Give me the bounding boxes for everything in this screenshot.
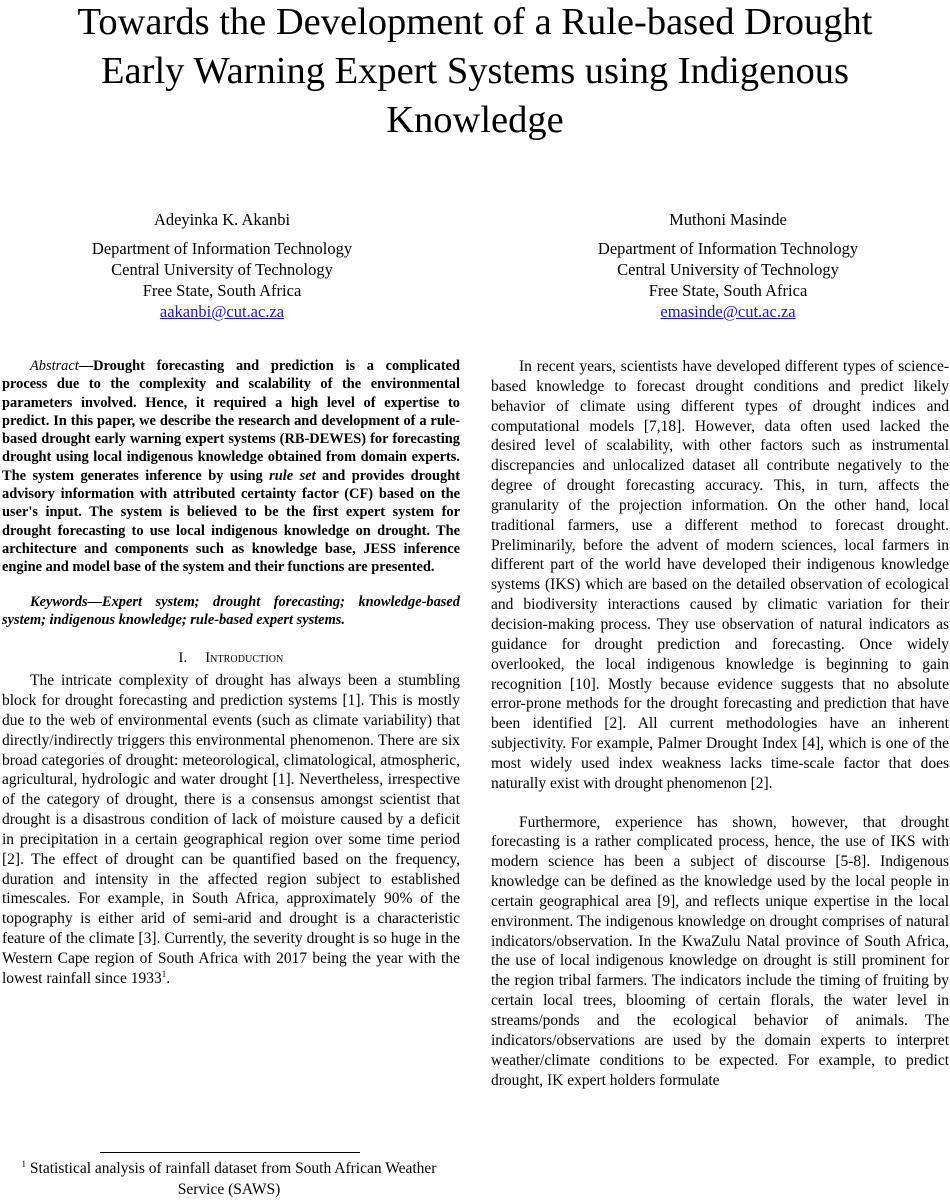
author-email-link[interactable]: emasinde@cut.ac.za — [660, 302, 796, 321]
paper-title — [0, 0, 950, 145]
abstract-label: Abstract — [30, 358, 79, 374]
author-name: Adeyinka K. Akanbi — [153, 210, 291, 229]
section-title: Introduction — [205, 650, 284, 667]
section-heading-introduction — [2, 649, 460, 667]
author-department: Department of Information Technology — [597, 239, 859, 258]
author-name: Muthoni Masinde — [669, 210, 787, 229]
footnote-divider — [100, 1152, 360, 1153]
abstract-italic-term: rule set — [269, 467, 316, 484]
title-line-3: Knowledge — [386, 99, 564, 141]
footnote — [0, 1158, 458, 1200]
author-location: Free State, South Africa — [648, 281, 808, 300]
author-email-link[interactable]: aakanbi@cut.ac.za — [159, 302, 285, 321]
keywords — [2, 593, 460, 630]
author-university: Central University of Technology — [617, 260, 839, 279]
author-block-1 — [22, 209, 422, 322]
author-department: Department of Information Technology — [91, 239, 353, 258]
author-block-2 — [528, 209, 928, 322]
footnote-text: Statistical analysis of rainfall dataset from South African Weather Service (SAWS) — [29, 1160, 437, 1198]
body-paragraph-1: In recent years, scientists have developed different types of science-based knowledge to forecast drought conditions and predict likely behavior of climate using different types of drought indices and computational models [7,18]. However, data often used lacked the desired level of scalability, with other factors such as instrumental discrepancies and unlocalized dataset all contribute negatively to the degree of drought forecasting accuracy. This, in turn, affects the granularity of the projection information. On the other hand, local traditional farmers, use a different method to forecast drought. Preliminarily, before the advent of modern sciences, local farmers in different part of the world have developed their indigenous knowledge systems (IKS) which are based on the detailed observation of ecological and biodiversity interactions caused by climatic variation for their decision-making process. They use observation of natural indicators as guidance for drought prediction and forecasting. Once widely overlooked, the local indigenous knowledge is beginning to gain recognition [10]. Mostly because evidence suggests that no absolute error-prone methods for the drought forecasting and prediction that have been identified [2]. All current methodologies have an inherent subjectivity. For example, Palmer Drought Index [4], which is one of the most widely used index weakness lacks time-scale factor that does naturally exist with drought phenomenon [2]. — [491, 358, 949, 792]
title-line-1: Towards the Development of a Rule-based Drought — [77, 1, 873, 43]
abstract — [2, 357, 460, 577]
footnote-number: 1 — [21, 1158, 27, 1169]
title-line-2: Early Warning Expert Systems using Indigenous — [101, 50, 849, 92]
body-paragraph-2: Furthermore, experience has shown, however, that drought forecasting is a rather complicated process, hence, the use of IKS with modern science has been a subject of discourse [5-8]. Indigenous knowledge can be defined as the knowledge used by the local people in certain geographical area [9], and reflects unique expertise in the local environment. The indigenous knowledge on drought comprises of natural indicators/observation. In the KwaZulu Natal province of South Africa, the use of local indigenous knowledge on drought is still prominent for the region tribal farmers. The indicators include the timing of fruiting by certain local trees, blooming of certain florals, the water level in streams/ponds and the ecological behavior of animals. The indicators/observations are used by the domain experts to interpret weather/climate conditions to be expected. For example, to predict drought, IK expert holders formulate — [491, 813, 949, 1089]
keywords-text: Expert system; drought forecasting; knowledge-based system; indigenous knowledge; rule-based expert systems. — [2, 593, 460, 628]
section-number: I. — [178, 650, 188, 667]
abstract-text-part1: Drought forecasting and prediction is a complicated process due to the complexity and scalability of the environmental parameters involved. Hence, it required a high level of expertise to predict. In this paper, we describe the research and development of a rule-based drought early warning expert systems (RB-DEWES) for forecasting drought using local indigenous knowledge obtained from domain experts. The system generates inference by using — [2, 358, 460, 484]
footnote-marker: 1 — [161, 968, 167, 979]
keywords-label: Keywords— — [30, 593, 102, 610]
author-university: Central University of Technology — [111, 260, 333, 279]
right-column — [491, 357, 949, 1090]
abstract-text-part2: and provides drought advisory information with attributed certainty factor (CF) based on the user's input. The system is believed to be the first expert system for drought forecasting to use local indigenous knowledge on drought. The architecture and components such as knowledge base, JESS inference engine and model base of the system and their functions are presented. — [2, 467, 460, 576]
author-location: Free State, South Africa — [142, 281, 302, 300]
intro-paragraph-1: The intricate complexity of drought has always been a stumbling block for drought forecasting and prediction systems [1]. This is mostly due to the web of environmental events (such as climate variability) that directly/indirectly triggers this environmental phenomenon. There are six broad categories of drought: meteorological, climatological, atmospheric, agricultural, hydrologic and water drought [1]. Nevertheless, irrespective of the category of drought, there is a consensus amongst scientist that drought is a disastrous condition of lack of moisture caused by a deficit in precipitation in a certain geographical region over some time period [2]. The effect of drought can be quantified based on the frequency, duration and intensity in the affected region subject to established timescales. For example, in South Africa, approximately 90% of the topography is either arid of semi-arid and drought is a characteristic feature of the climate [3]. Currently, the severity drought is so huge in the Western Cape region of South Africa with 2017 being the year with the lowest rainfall since 1933$^1$. — [2, 672, 460, 987]
abstract-dash: — — [78, 358, 94, 374]
left-column — [2, 357, 460, 989]
